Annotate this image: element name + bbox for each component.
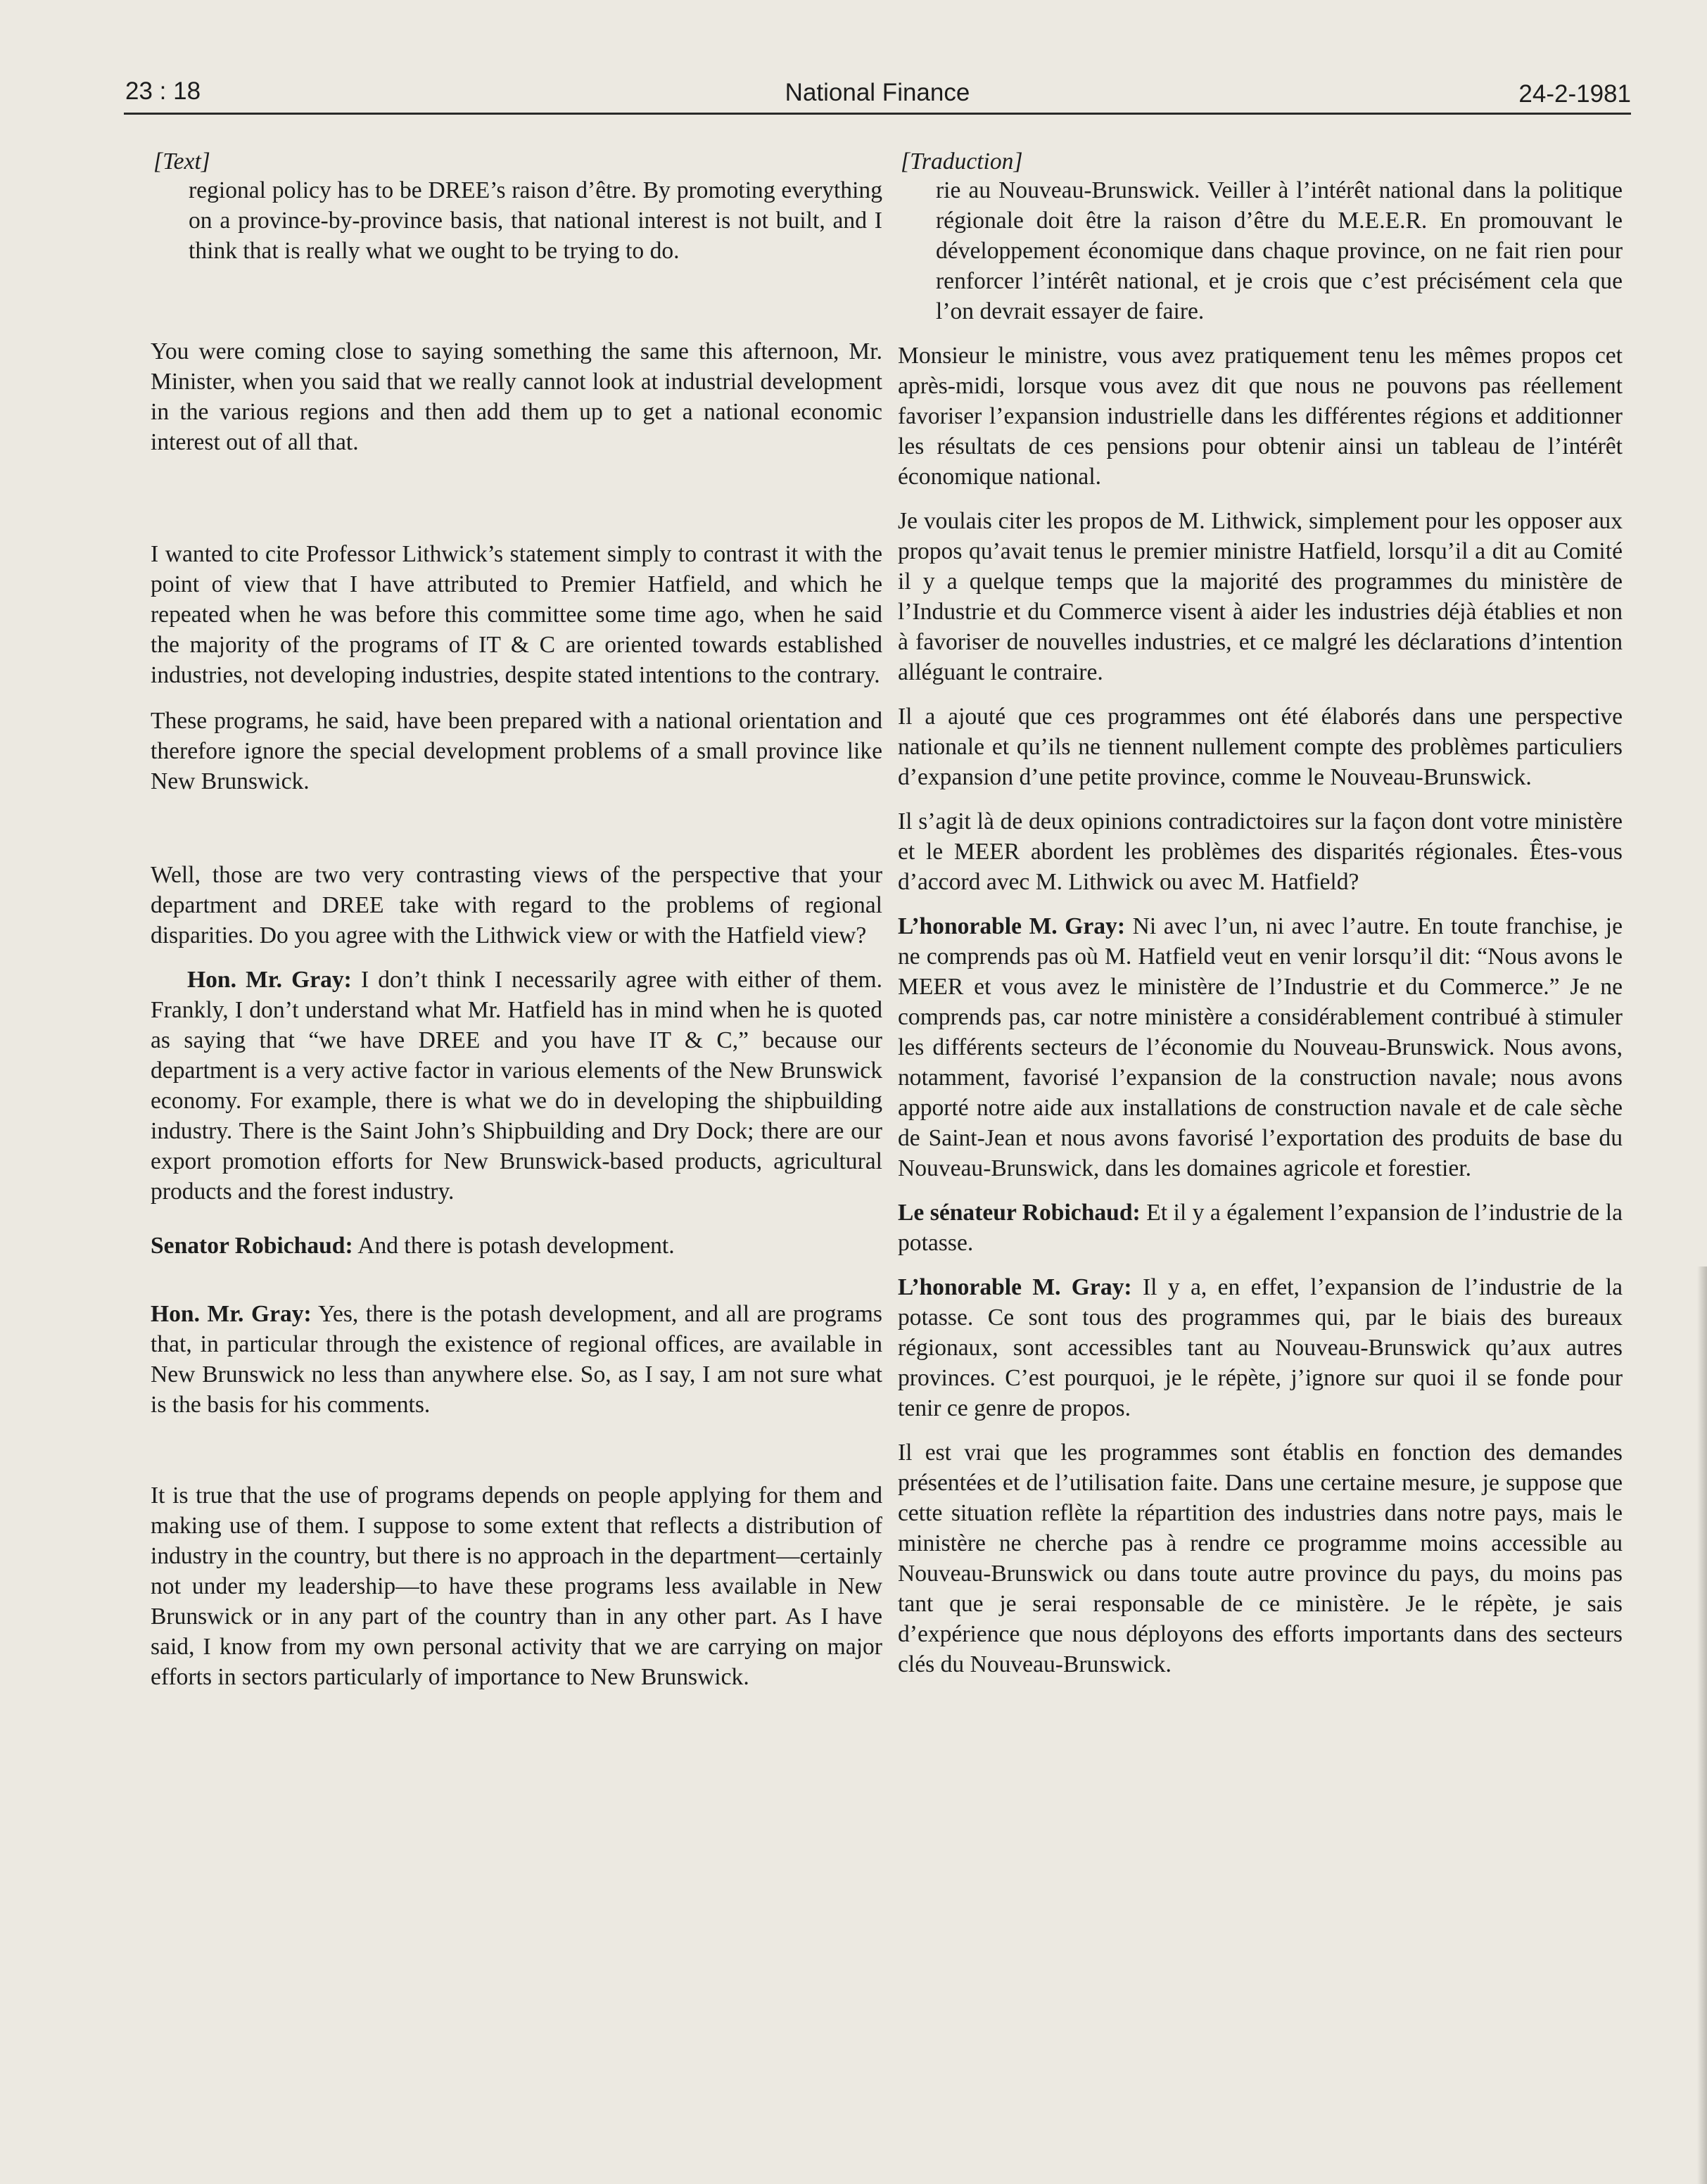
paragraph: L’honorable M. Gray: Ni avec l’un, ni avec l’autre. En toute franchise, je ne comprends pas où M. Hatfield veut en venir lorsqu’il dit: “Nous avons le MEER et vous avez le ministère de l’Industrie et du Commerce.” Je ne comprends pas, car notre ministère a considérablement contribué à stimuler les différents secteurs de l’économie du Nouveau-Brunswick. Nous avons, notamment, favorisé l’expansion de la construction navale; nous avons apporté notre aide aux installations de construction navale et de cale sèche de Saint-Jean et nous avons favorisé l’exportation des produits de base du Nouveau-Brunswick, dans les domaines agricole et forestier. [898, 913, 1623, 1181]
french-column [898, 146, 1623, 1680]
paragraph: Je voulais citer les propos de M. Lithwick, simplement pour les opposer aux propos qu’avait tenus le premier ministre Hatfield, lorsqu’il a dit au Comité il y a quelque temps que la majorité des programmes du ministère de l’Industrie et du Commerce visent à aider les industries déjà établies et non à favoriser de nouvelles industries, et ce malgré les déclarations d’intention alléguant le contraire. [898, 508, 1623, 685]
paragraph: Hon. Mr. Gray: I don’t think I necessarily agree with either of them. Frankly, I don’t understand what Mr. Hatfield has in mind when he is quoted as saying that “we have DREE and you have IT & C,” because our department is a very active factor in various elements of the New Brunswick economy. For example, there is what we do in developing the shipbuilding industry. There is the Saint John’s Shipbuilding and Dry Dock; there are our export promotion efforts for New Brunswick-based products, agricultural products and the forest industry. [151, 967, 882, 1205]
paragraph: These programs, he said, have been prepared with a national orientation and therefore ignore the special development problems of a small province like New Brunswick. [151, 708, 882, 794]
paragraph: Il a ajouté que ces programmes ont été élaborés dans une perspective nationale et qu’ils ne tiennent nullement compte des problèmes particuliers d’expansion d’une petite province, comme le Nouveau-Brunswick. [898, 704, 1623, 790]
paragraph: Senator Robichaud: And there is potash development. [151, 1233, 675, 1259]
speaker-name: L’honorable M. Gray: [898, 913, 1126, 939]
english-column [151, 146, 882, 1692]
speaker-name: L’honorable M. Gray: [898, 1274, 1132, 1300]
page-number: 23 : 18 [125, 77, 201, 105]
continued-paragraph: regional policy has to be DREE’s raison d’être. By promoting everything on a province-by-province basis, that national interest is not built, and I think that is really what we ought to be trying to do. [189, 177, 882, 264]
speaker-name: Hon. Mr. Gray: [151, 1301, 312, 1327]
paragraph: You were coming close to saying something the same this afternoon, Mr. Minister, when you said that we really cannot look at industrial development in the various regions and then add them up to get a national economic interest out of all that. [151, 338, 882, 455]
paragraph: Le sénateur Robichaud: Et il y a également l’expansion de l’industrie de la potasse. [898, 1200, 1623, 1256]
paragraph: Hon. Mr. Gray: Yes, there is the potash development, and all are programs that, in particular through the existence of regional offices, are available in New Brunswick no less than anywhere else. So, as I say, I am not sure what is the basis for his comments. [151, 1301, 882, 1418]
paragraph: Well, those are two very contrasting views of the perspective that your department and DREE take with regard to the problems of regional disparities. Do you agree with the Lithwick view or with the Hatfield view? [151, 862, 882, 948]
publication-title: National Finance [785, 79, 970, 106]
speaker-name: Senator Robichaud: [151, 1233, 353, 1259]
paragraph: Il s’agit là de deux opinions contradictoires sur la façon dont votre ministère et le MEER abordent les problèmes des disparités régionales. Êtes-vous d’accord avec M. Lithwick ou avec M. Hatfield? [898, 808, 1623, 895]
paragraph: Il est vrai que les programmes sont établis en fonction des demandes présentées et de l’utilisation faite. Dans une certaine mesure, je suppose que cette situation reflète la répartition des industries dans notre pays, mais le ministère ne cherche pas à rendre ce programme moins accessible au Nouveau-Brunswick ou dans toute autre province du pays, du moins pas tant que je serai responsable de ce ministère. Je le répète, je sais d’expérience que nous déployons des efforts importants dans des secteurs clés du Nouveau-Brunswick. [898, 1440, 1623, 1677]
paragraph: L’honorable M. Gray: Il y a, en effet, l’expansion de l’industrie de la potasse. Ce sont tous des programmes qui, par le biais des bureaux régionaux, sont accessibles tant au Nouveau-Brunswick qu’aux autres provinces. C’est pourquoi, je le répète, j’ignore sur quoi il se fonde pour tenir ce genre de propos. [898, 1274, 1623, 1421]
continued-paragraph: rie au Nouveau-Brunswick. Veiller à l’intérêt national dans la politique régionale doit être la raison d’être du M.E.E.R. En promouvant le développement économique dans chaque province, on ne fait rien pour renforcer l’intérêt national, et je crois que c’est précisément cela que l’on devrait essayer de faire. [936, 177, 1623, 324]
paragraph: Monsieur le ministre, vous avez pratiquement tenu les mêmes propos cet après-midi, lorsque vous avez dit que nous ne pouvons pas réellement favoriser l’expansion industrielle dans les différentes régions et additionner les résultats de ces pensions pour obtenir ainsi un tableau de l’intérêt économique national. [898, 343, 1623, 490]
speaker-name: Le sénateur Robichaud: [898, 1200, 1141, 1226]
translation-label: [Traduction] [901, 148, 1023, 174]
text-label: [Text] [153, 148, 210, 174]
paragraph: It is true that the use of programs depends on people applying for them and making use of them. I suppose to some extent that reflects a distribution of industry in the country, but there is no approach in the department—certainly not under my leadership—to have these programs less available in New Brunswick or in any part of the country than in any other part. As I have said, I know from my own personal activity that we are carrying on major efforts in sectors particularly of importance to New Brunswick. [151, 1483, 882, 1690]
speaker-name: Hon. Mr. Gray: [187, 967, 352, 993]
paragraph: I wanted to cite Professor Lithwick’s statement simply to contrast it with the point of view that I have attributed to Premier Hatfield, and which he repeated when he was before this committee some time ago, when he said the majority of the programs of IT & C are oriented towards established industries, not developing industries, despite stated intentions to the contrary. [151, 541, 882, 688]
running-header [124, 73, 1631, 115]
page-edge-shadow [1697, 1266, 1707, 2184]
issue-date: 24-2-1981 [1518, 80, 1631, 108]
